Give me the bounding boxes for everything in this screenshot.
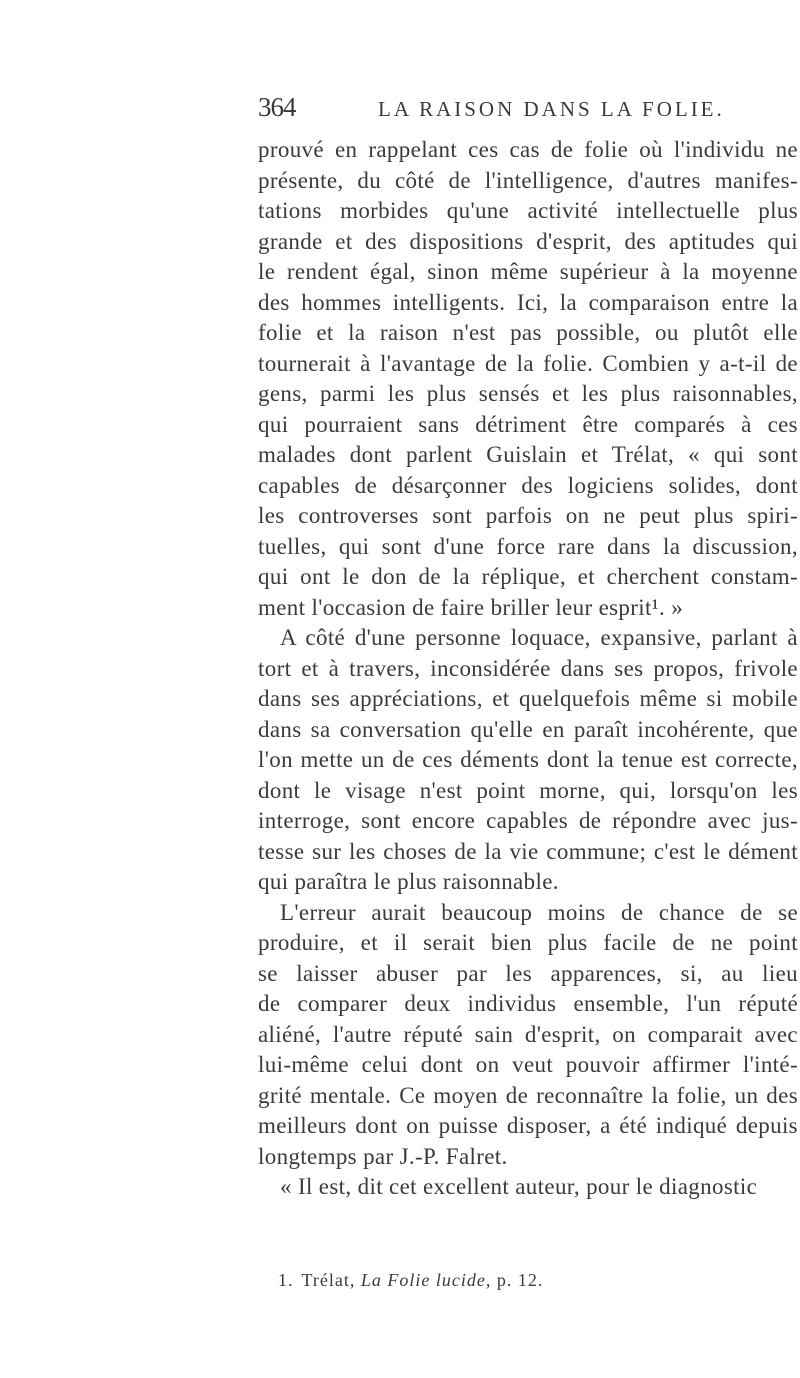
text-line: lui-même celui dont on veut pouvoir affirmer l'inté- [258,1052,798,1077]
text-line: se laisser abuser par les apparences, si, au lieu [258,960,798,986]
text-line: interroge, sont encore capables de répondre avec jus- [258,808,798,833]
footnote-page: , p. 12. [485,1270,544,1290]
text-line: produire, et il serait bien plus facile de ne point [258,930,798,955]
running-head [258,92,800,132]
text-line: tuelles, qui sont d'une force rare dans la discussion, [258,533,798,559]
running-title: LA RAISON DANS LA FOLIE. [378,97,725,121]
text-line: grité mentale. Ce moyen de reconnaître la folie, un des [258,1082,798,1108]
body-text [258,135,798,1203]
text-line: L'erreur aurait beaucoup moins de chance de se [280,899,798,925]
footnote-author: Trélat, [301,1270,356,1290]
text-line: de comparer deux individus ensemble, l'un réputé [258,991,798,1016]
text-line: grande et des dispositions d'esprit, des aptitudes qui [258,228,798,254]
text-line: présente, du côté de l'intelligence, d'autres manifes- [258,167,798,193]
footnote-number: 1. [278,1270,294,1290]
page-number: 364 [258,92,296,122]
footnote [278,1270,543,1291]
text-line: dont le visage n'est point morne, qui, lorsqu'on les [258,777,798,803]
text-line: « Il est, dit cet excellent auteur, pour le diagnostic [280,1174,758,1199]
text-line: tations morbides qu'une activité intellectuelle plus [258,198,798,223]
text-line: dans ses appréciations, et quelquefois même si mobile [258,686,798,711]
text-line: les controverses sont parfois on ne peut plus spiri- [258,503,798,528]
text-line: tesse sur les choses de la vie commune; c'est le dément [258,838,798,864]
text-line: des hommes intelligents. Ici, la comparaison entre la [258,289,798,315]
text-line: tournerait à l'avantage de la folie. Combien y a-t-il de [258,350,798,376]
text-line: dans sa conversation qu'elle en paraît incohérente, que [258,716,798,742]
text-line: tort et à travers, inconsidérée dans ses propos, frivole [258,655,798,681]
text-line: qui paraîtra le plus raisonnable. [258,869,559,894]
text-line: A côté d'une personne loquace, expansive, parlant à [280,625,798,650]
footnote-title: La Folie lucide [360,1270,486,1290]
text-line: meilleurs dont on puisse disposer, a été indiqué depuis [258,1113,798,1138]
text-line: le rendent égal, sinon même supérieur à la moyenne [258,259,798,284]
text-line: aliéné, l'autre réputé sain d'esprit, on comparait avec [258,1021,798,1047]
text-line: gens, parmi les plus sensés et les plus raisonnables, [258,381,798,406]
text-line: folie et la raison n'est pas possible, ou plutôt elle [258,320,798,345]
text-line: prouvé en rappelant ces cas de folie où l'individu ne [258,137,798,162]
text-line: qui pourraient sans détriment être comparés à ces [258,411,798,437]
text-line: capables de désarçonner des logiciens solides, dont [258,472,798,498]
text-line: ment l'occasion de faire briller leur esprit¹. » [258,594,684,620]
text-line: qui ont le don de la réplique, et cherchent constam- [258,564,798,589]
text-line: malades dont parlent Guislain et Trélat, « qui sont [258,442,798,467]
text-line: longtemps par J.-P. Falret. [258,1143,508,1169]
text-line: l'on mette un de ces déments dont la tenue est correcte, [258,747,798,772]
